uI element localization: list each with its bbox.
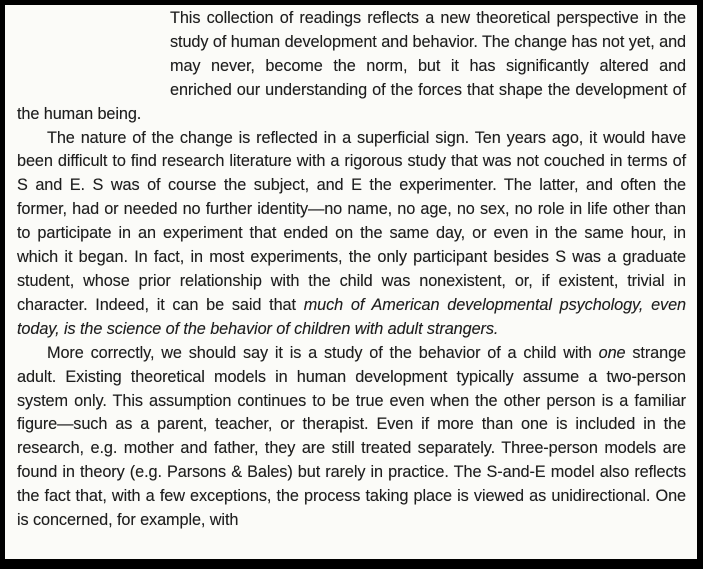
paragraph-more-correctly: [17, 342, 686, 533]
scanned-page: [5, 5, 697, 559]
page-text-block: [5, 5, 697, 533]
paragraph-more-correctly-text-before: More correctly, we should say it is a study of the behavior of a child with: [47, 343, 599, 362]
opening-indent-space: [17, 7, 170, 79]
paragraph-s-and-e-text: The nature of the change is reflected in a superficial sign. Ten years ago, it would have been difficult to find research literature with a rigorous study that was not couched in terms of S and E. S was of course the subject, and E the experimenter. The latter, and often the former, had or needed no further identity—no name, no age, no sex, no role in life other than to participate in an experiment that ended on the same day, or even in the same hour, in which it began. In fact, in most experiments, the only participant besides S was a graduate student, whose prior relationship with the child was nonexistent, or, if existent, trivial in character. Indeed, it can be said that: [17, 128, 686, 314]
paragraph-more-correctly-italic-word: one: [598, 343, 626, 362]
paragraph-opening: [17, 7, 686, 127]
paragraph-s-and-e-italic-text: much of American developmental psychology, even today, is the science of the behavior of children with adult strangers.: [17, 295, 686, 338]
paragraph-s-and-e: [17, 127, 686, 342]
paragraph-opening-text: This collection of readings reflects a new theoretical perspective in the study of human development and behavior. The change has not yet, and may never, become the norm, but it has significantly altered and enriched our understanding of the forces that shape the development of the human being.: [17, 9, 686, 123]
paragraph-more-correctly-text-after: strange adult. Existing theoretical models in human development typically assume a two-person system only. This assumption continues to be true even when the other person is a familiar figure—such as a parent, teacher, or therapist. Even if more than one is included in the research, e.g. mother and father, they are still treated separately. Three-person models are found in theory (e.g. Parsons & Bales) but rarely in practice. The S-and-E model also reflects the fact that, with a few exceptions, the process taking place is viewed as unidirectional. One is concerned, for example, with: [17, 343, 686, 530]
